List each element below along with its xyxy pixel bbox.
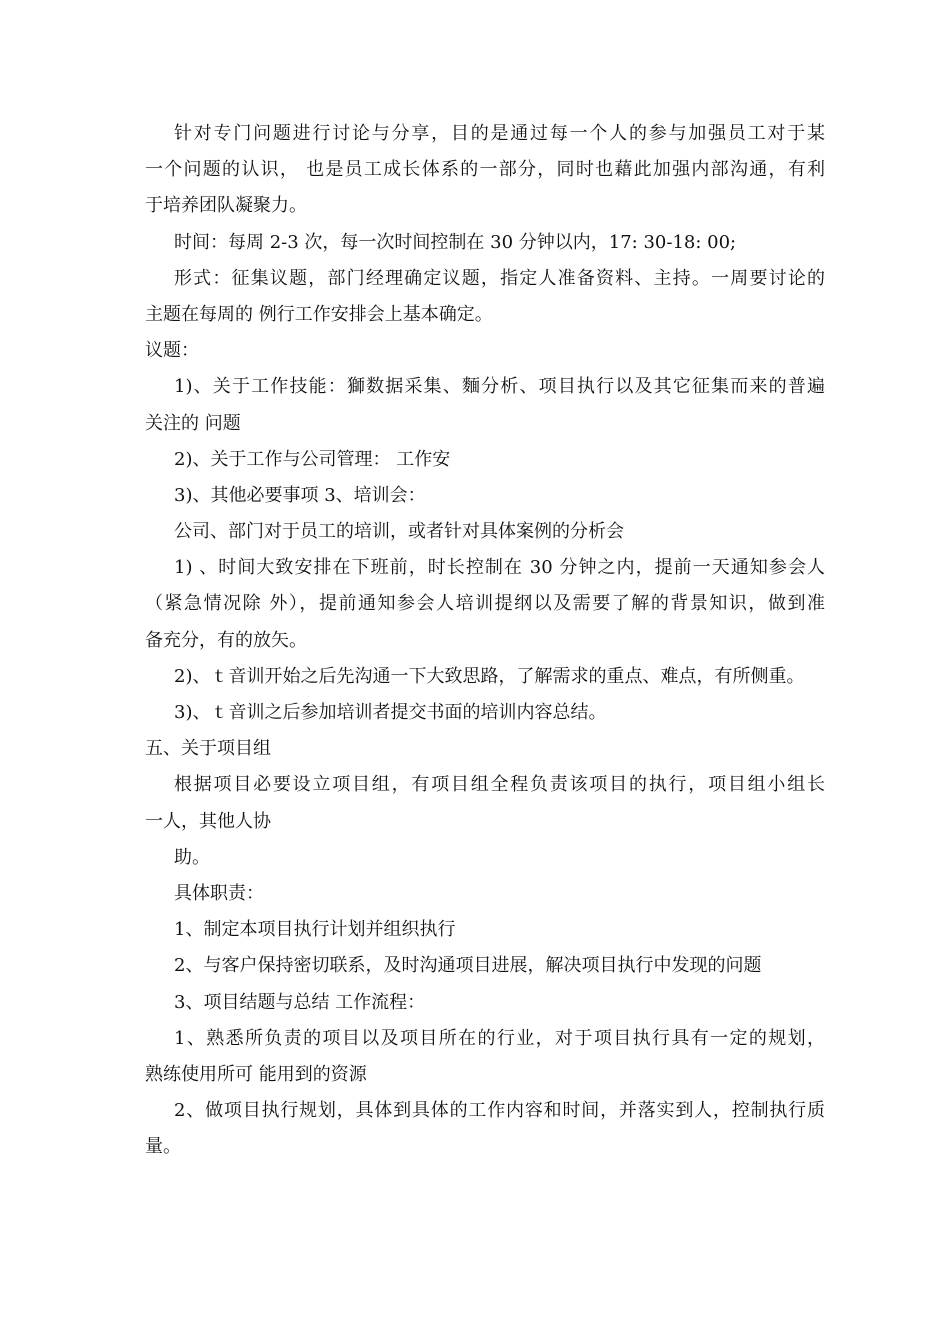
time-line: 时间：每周 2-3 次，每一次时间控制在 30 分钟以内，17: 30-18: 00; <box>174 231 737 253</box>
paragraph-line: 一个问题的认识， 也是员工成长体系的一部分，同时也藉此加强内部沟通，有利 <box>145 159 825 181</box>
list-item-continuation: （紧急情况除 外），提前通知参会人培训提纲以及需要了解的背景知识，做到准 <box>145 593 825 615</box>
list-item-continuation: 备充分，有的放矢。 <box>145 629 307 651</box>
list-item: 3)、其他必要事项 3、培训会： <box>174 484 426 506</box>
paragraph-line: 针对专门问题进行讨论与分享，目的是通过每一个人的参与加强员工对于某 <box>174 123 825 144</box>
list-item: 1)、关于工作技能：獅数据采集、麵分析、项目执行以及其它征集而来的普遍 <box>174 376 825 398</box>
paragraph-line: 助。 <box>174 846 210 868</box>
document-page <box>145 116 825 1165</box>
paragraph-line: 公司、部门对于员工的培训，或者针对具体案例的分析会 <box>174 521 624 543</box>
list-item: 1、制定本项目执行计划并组织执行 <box>174 919 456 941</box>
format-line: 形式：征集议题，部门经理确定议题，指定人准备资料、主持。一周要讨论的 <box>174 267 825 289</box>
list-item: 2、做项目执行规划，具体到具体的工作内容和时间，并落实到人，控制执行质 <box>174 1100 825 1122</box>
topics-heading: 议题： <box>145 340 199 362</box>
list-item: 3)、ｔ音训之后参加培训者提交书面的培训内容总结。 <box>174 702 607 723</box>
section-heading: 五、关于项目组 <box>145 738 271 760</box>
paragraph-line: 主题在每周的 例行工作安排会上基本确定。 <box>145 303 493 325</box>
list-item: 2、与客户保持密切联系，及时沟通项目进展，解决项目执行中发现的问题 <box>174 955 762 977</box>
duties-heading: 具体职责： <box>174 882 264 904</box>
list-item-continuation: 熟练使用所可 能用到的资源 <box>145 1063 367 1085</box>
list-item: 2)、关于工作与公司管理： 工作安 <box>174 448 451 470</box>
list-item-continuation: 关注的 问题 <box>145 412 241 434</box>
list-item-continuation: 量。 <box>145 1136 181 1158</box>
paragraph-line: 根据项目必要设立项目组，有项目组全程负责该项目的执行，项目组小组长 <box>174 774 825 796</box>
list-item: 1) 、时间大致安排在下班前，时长控制在 30 分钟之内，提前一天通知参会人 <box>174 557 825 579</box>
paragraph-line: 一人，其他人协 <box>145 810 271 832</box>
list-item: 1、熟悉所负责的项目以及项目所在的行业，对于项目执行具有一定的规划， <box>174 1027 825 1049</box>
paragraph-line: 于培养团队凝聚力。 <box>145 195 307 217</box>
list-item: 2)、ｔ音训开始之后先沟通一下大致思路，了解需求的重点、难点，有所侧重。 <box>174 665 805 687</box>
list-item: 3、项目结题与总结 工作流程： <box>174 991 426 1013</box>
